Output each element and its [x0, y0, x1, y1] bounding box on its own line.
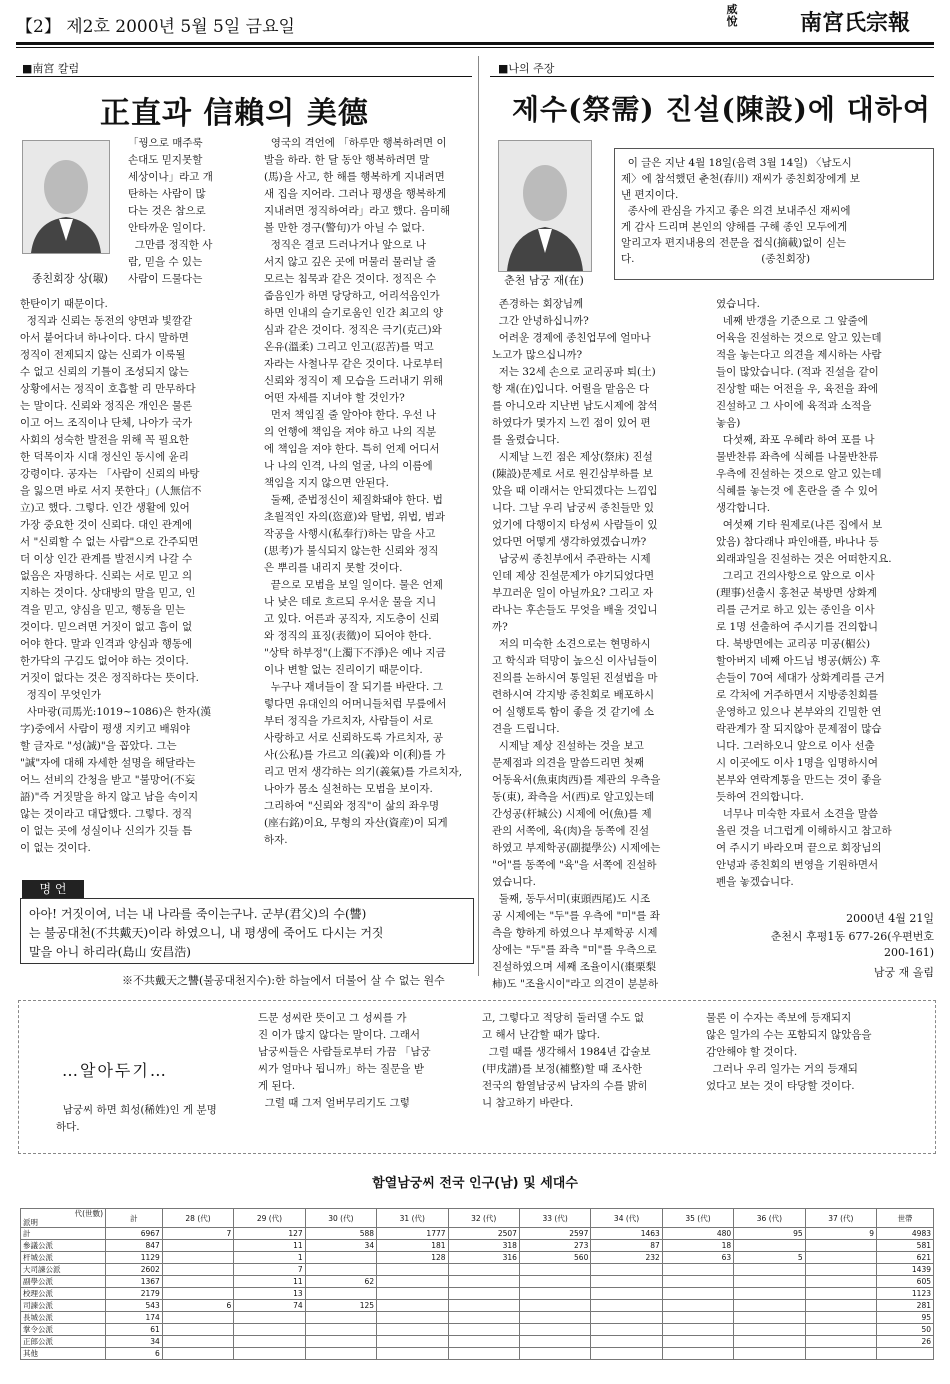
table-cell — [162, 1252, 233, 1264]
table-cell: 26 — [877, 1336, 934, 1348]
portrait-image — [23, 141, 109, 253]
table-cell — [805, 1300, 876, 1312]
right-col1: 존경하는 회장님께 그간 안녕하십니까? 어려운 경제에 종친업무에 얼마나 노고가 많으십니까? 저는 32세 손으로 교리공파 퇴(土) 항 재(在)입니다. 어릴을 맡음은 다 를 아니오라 지난번 남도시제에 참석 하였다가 몇가지 느낀 점이 있어 편 를 올렸습니다. 시제날 느낀 점은 제상(祭床) 진설 (陳設)문제로 서로 원긴삼부하를 보 았을 때 이래서는 안되겠다는 느낌입 니다. 그날 우리 남궁씨 종친들만 있 었기에 다행이지 타성씨 사람들이 있 었다면 어떻게 생각하였겠습니까? 남궁씨 종친부에서 주관하는 시제 인데 제상 진설문제가 야기되었다면 부끄러운 일이 아닐까요? 그리고 자 라나는 후손들도 무엇을 배울 것입니 까? 저의 미숙한 소견으로는 현명하시 고 학식과 덕망이 높으신 이사님들이 진의를 논하시여 통일된 진설법을 마 련하시여 각지방 종친회로 배포하시 어 실행토록 함이 좋을 것 같기에 소 견을 드립니다. 시제날 제상 진설하는 것을 보고 문제점과 의견을 말씀드리면 첫째 어동육서(魚東肉西)를 제관의 우측을 동(東), 좌측을 서(西)로 알고있는데 간성공(杆城公) 시제에 어(魚)를 제 관의 서쪽에, 육(肉)을 동쪽에 진설 하였고 부제학공(副提學公) 시제에는 "어"를 동쪽에 "육"을 서쪽에 진설하 였습니다. 둘째, 동두서미(東頭西尾)도 시조 공 시제에는 "두"를 우측에 "미"를 좌 측을 향하게 하였으나 부제학공 시제 상에는 "두"를 좌측 "미"를 우측으로 진설하였으며 세째 조율이시(棗栗梨 柿)도 "조율시이"라고 의견이 분분하 — [492, 298, 661, 990]
table-cell — [162, 1312, 233, 1324]
table-row — [21, 1288, 934, 1300]
column-header: 33 (代) — [519, 1209, 590, 1228]
footnote: ※不共戴天之讐(불공대천지수):한 하늘에서 더불어 살 수 없는 원수 — [122, 974, 445, 987]
table-cell — [805, 1324, 876, 1336]
table-cell — [591, 1276, 662, 1288]
table-cell — [734, 1348, 805, 1360]
page-header-issue: 【2】 제2호 2000년 5월 5일 금요일 — [16, 17, 295, 37]
table-row — [21, 1240, 934, 1252]
table-cell: 847 — [106, 1240, 163, 1252]
table-cell: 232 — [591, 1252, 662, 1264]
table-cell: 7 — [162, 1228, 233, 1240]
table-cell: 281 — [877, 1300, 934, 1312]
column-header: 30 (代) — [305, 1209, 376, 1228]
table-cell: 9 — [805, 1228, 876, 1240]
proverb-box — [20, 898, 474, 964]
section-rule-left — [16, 76, 472, 77]
table-cell — [377, 1276, 448, 1288]
table-cell — [662, 1312, 733, 1324]
table-cell: 125 — [305, 1300, 376, 1312]
table-cell — [519, 1312, 590, 1324]
table-cell: 560 — [519, 1252, 590, 1264]
table-cell: 87 — [591, 1240, 662, 1252]
table-row — [21, 1336, 934, 1348]
population-table — [20, 1208, 934, 1360]
right-col2: 였습니다. 네째 반갱을 기준으로 그 앞줄에 어육을 진설하는 것으로 알고 있는데 적을 놓는다고 의견을 제시하는 사람 들이 많았습니다. (적과 진설을 같이 진상할 때는 어전을 우, 육전을 좌에 진설하고 그 사이에 육적과 소적을 놓음) 다섯째, 좌포 우혜라 하여 포를 나 물반찬류 좌측에 식혜를 나물반찬류 우측에 진설하는 것으로 알고 있는데 식혜를 놓는것 에 혼란을 줄 수 있어 생각합니다. 여섯째 기타 원제로(나른 집에서 보 았음) 참다래나 파인애플, 바나나 등 외래과일을 진설하는 것은 어떠한지요. 그리고 건의사항으로 앞으로 이사 (理事)선출시 홍천군 북방면 상화계 리를 근거로 하고 있는 종인을 이사 로 1명 선출하여 주시기를 건의합니 다. 북방면에는 교리공 미공(楣公) 할아버지 네째 아드님 병공(炳公) 후 손들이 70여 세대가 상화계리를 근거 로 각처에 거주하면서 지방종친회를 운영하고 있으나 본부와의 긴밀한 연 락관계가 잘 되지않아 문제점이 많습 니다. 그러하오니 앞으로 이사 선출 시 이곳에도 이사 1명을 임명하시여 본부와 연락계통을 만드는 것이 좋을 듯하여 건의합니다. 너무나 미숙한 자료서 소견을 말씀 올린 것을 너그럽게 이해하시고 참고하 여 주시기 바라오며 끝으로 회장님의 안녕과 종친회의 번영을 기원하면서 펜을 놓겠습니다. — [716, 298, 892, 888]
table-cell — [734, 1288, 805, 1300]
table-cell: 1777 — [377, 1228, 448, 1240]
table-cell: 621 — [877, 1252, 934, 1264]
table-cell — [591, 1264, 662, 1276]
letter-address2: 200-161) — [884, 946, 934, 959]
table-cell — [448, 1276, 519, 1288]
columnist-caption: 종친회장 상(琡) — [31, 272, 109, 285]
population-table-wrap — [20, 1208, 934, 1360]
table-cell — [662, 1288, 733, 1300]
table-cell: 50 — [877, 1324, 934, 1336]
table-cell — [162, 1336, 233, 1348]
table-cell — [734, 1240, 805, 1252]
table-cell — [448, 1312, 519, 1324]
table-cell: 62 — [305, 1276, 376, 1288]
notice-title: …알아두기… — [62, 1061, 168, 1080]
table-cell — [234, 1336, 305, 1348]
table-cell — [162, 1288, 233, 1300]
table-cell: 1463 — [591, 1228, 662, 1240]
table-cell: 2597 — [519, 1228, 590, 1240]
proverb-text: 아아! 거짓이여, 너는 내 나라를 죽이는구나. 군부(君父)의 수(讐) 는 불공대천(不共戴天)이라 하였으니, 내 평생에 죽어도 다시는 거짓 말을 아니 하리라(島山 安昌浩) — [29, 907, 384, 959]
table-cell — [734, 1312, 805, 1324]
table-cell — [877, 1348, 934, 1360]
table-cell — [305, 1348, 376, 1360]
table-cell: 588 — [305, 1228, 376, 1240]
table-cell — [377, 1312, 448, 1324]
table-cell — [305, 1252, 376, 1264]
table-cell: 1129 — [106, 1252, 163, 1264]
table-cell — [448, 1264, 519, 1276]
table-cell: 63 — [662, 1252, 733, 1264]
table-cell — [734, 1324, 805, 1336]
table-cell: 74 — [234, 1300, 305, 1312]
table-cell: 318 — [448, 1240, 519, 1252]
table-cell: 6967 — [106, 1228, 163, 1240]
table-cell — [519, 1348, 590, 1360]
table-row — [21, 1348, 934, 1360]
table-cell — [662, 1348, 733, 1360]
table-cell: 1367 — [106, 1276, 163, 1288]
table-cell: 128 — [377, 1252, 448, 1264]
section-tag-left: ■南宮 칼럼 — [22, 62, 80, 75]
left-col2: 영국의 격언에 「하루만 행복하려면 이 발을 하라. 한 달 동안 행복하려면 말 (馬)을 사고, 한 해를 행복하게 지내려면 새 집을 지어라. 그러나 평생을 행복하게 지내려면 정직하여라」라고 했다. 음미해 볼 만한 경구(警句)가 아닐 수 없다. 정직은 결코 드러나거나 앞으로 나 서지 않고 깊은 곳에 머물러 물러날 줄 모르는 침묵과 같은 것이다. 정직은 수 줍음인가 하면 당당하고, 어리석음인가 하면 인내의 슬기로움인 인간 최고의 양 심과 같은 것이다. 정직은 극기(克己)와 온유(溫柔) 그리고 인고(忍苦)를 먹고 자라는 사철나무 같은 것이다. 나로부터 신뢰와 정직이 제 모습을 드러내기 위해 어떤 자세를 지녀야 할 것인가? 먼저 책임질 줄 알아야 한다. 우선 나 의 언행에 책임을 져야 하고 나의 직분 에 책임을 져야 한다. 특히 언제 어디서 나 나의 인격, 나의 얼굴, 나의 이름에 책임을 지지 않으면 안된다. 둘째, 준법정신이 체질화돼야 한다. 법 초월적인 자의(恣意)와 탈법, 위법, 범과 작공을 사행시(私奉行)하는 맘을 사고 (思考)가 불식되지 않는한 신뢰와 정직 은 뿌리를 내리지 못할 것이다. 끝으로 모범을 보일 일이다. 물은 언제 나 낮은 데로 흐르되 우서운 물을 지니 고 있다. 어른과 공직자, 지도층이 신뢰 와 정직의 표징(表徵)이 되어야 한다. "상탁 하부정"(上濁下不淨)은 예나 지금 이나 변할 없는 진리이기 때문이다. 누구나 재녀들이 잘 되기를 바란다. 그 렇다면 유대인의 어머니들처럼 무릎에서 부터 정직을 가르치자, 사람들이 서로 사랑하고 서로 신뢰하도록 가르치자, 공 사(公私)를 가르고 의(義)와 이(利)를 가 리고 먼저 생각하는 의기(義氣)를 가르치자, 나아가 몸소 실천하는 모범을 보이자. 그리하여 "신뢰와 정직"이 삶의 좌우명 (座右銘)이요, 무형의 자산(資産)이 되게 하자. — [264, 137, 463, 846]
notice-col3: 물론 이 수자는 족보에 등재되지 않은 일가의 수는 포함되지 않았음을 감안해야 할 것이다. 그러나 우리 일가는 거의 등재되 었다고 보는 것이 타당할 것이다. — [706, 1012, 872, 1092]
table-cell — [591, 1348, 662, 1360]
table-cell: 6 — [162, 1300, 233, 1312]
table-cell — [519, 1300, 590, 1312]
table-cell — [519, 1264, 590, 1276]
intro-text: 이 글은 지난 4월 18일(음력 3월 14일) 〈남도시 제〉에 참석했던 춘천(春川) 재씨가 종친회장에게 보 낸 편지이다. 종사에 관심을 가지고 좋은 의견 보내주신 재씨에 게 감사 드리며 본인의 양해를 구해 종인 모두에게 알리고자 편지내용의 전문을 접식(摘載)없이 싣는 다. (종친회장) — [621, 157, 860, 265]
header-rule-thin — [16, 47, 934, 48]
table-cell — [734, 1300, 805, 1312]
letter-address1: 춘천시 후평1동 677-26(우편번호 — [770, 930, 934, 943]
table-cell — [234, 1312, 305, 1324]
table-cell — [448, 1348, 519, 1360]
corner-top: 代(世數) — [74, 1209, 103, 1218]
column-header: 31 (代) — [377, 1209, 448, 1228]
table-cell: 95 — [877, 1312, 934, 1324]
table-row — [21, 1324, 934, 1336]
table-cell — [305, 1288, 376, 1300]
table-cell: 1 — [234, 1252, 305, 1264]
table-cell — [519, 1324, 590, 1336]
table-cell: 61 — [106, 1324, 163, 1336]
table-cell: 480 — [662, 1228, 733, 1240]
table-cell — [162, 1324, 233, 1336]
column-header: 29 (代) — [234, 1209, 305, 1228]
corner-bottom: 派明 — [23, 1218, 38, 1227]
table-cell: 316 — [448, 1252, 519, 1264]
table-cell — [305, 1264, 376, 1276]
table-cell — [805, 1348, 876, 1360]
column-header: 計 — [106, 1209, 163, 1228]
table-cell — [591, 1324, 662, 1336]
table-cell — [377, 1348, 448, 1360]
table-cell: 大司諫公派 — [21, 1264, 106, 1276]
table-cell — [377, 1336, 448, 1348]
table-cell: 34 — [305, 1240, 376, 1252]
letter-signature: 남궁 재 올림 — [873, 966, 934, 979]
table-cell — [448, 1300, 519, 1312]
table-cell — [519, 1288, 590, 1300]
table-cell: 計 — [21, 1228, 106, 1240]
table-cell: 543 — [106, 1300, 163, 1312]
table-cell — [591, 1336, 662, 1348]
table-cell — [162, 1240, 233, 1252]
table-cell: 1439 — [877, 1264, 934, 1276]
table-cell — [734, 1276, 805, 1288]
table-cell: 杆城公派 — [21, 1252, 106, 1264]
table-cell — [662, 1336, 733, 1348]
headline-right: 제수(祭需) 진설(陳設)에 대하여 — [512, 93, 931, 126]
left-col1-top: 「꿩으로 매주룩 손대도 믿지못할 세상이나」라고 개 탄하는 사람이 많 다는 것은 참으로 안타까운 일이다. 그만큼 정직한 사 람, 믿을 수 있는 사람이 드물다는 — [128, 137, 213, 285]
table-cell — [305, 1312, 376, 1324]
table-cell — [305, 1324, 376, 1336]
table-cell — [305, 1336, 376, 1348]
column-header: 36 (代) — [734, 1209, 805, 1228]
table-row — [21, 1312, 934, 1324]
table-cell: 2602 — [106, 1264, 163, 1276]
table-row — [21, 1228, 934, 1240]
table-cell — [162, 1348, 233, 1360]
table-cell: 長城公派 — [21, 1312, 106, 1324]
table-cell — [377, 1264, 448, 1276]
table-cell — [805, 1264, 876, 1276]
table-cell — [805, 1288, 876, 1300]
author-caption: 춘천 남궁 재(在) — [504, 274, 584, 287]
header-seal: 威悅 — [726, 3, 738, 28]
table-cell: 581 — [877, 1240, 934, 1252]
table-cell — [448, 1324, 519, 1336]
notice-col1: 드문 성씨란 뜻이고 그 성씨를 가 진 이가 많지 않다는 말이다. 그래서 남궁씨들은 사람들로부터 가끔 「남궁 씨가 얼마나 됩니까」하는 질문을 받 게 된다. 그럴 때 그저 얼버무리기도 그렇 — [258, 1012, 431, 1109]
table-cell — [234, 1324, 305, 1336]
table-cell: 掌令公派 — [21, 1324, 106, 1336]
table-cell — [591, 1300, 662, 1312]
table-cell — [162, 1264, 233, 1276]
table-cell: 7 — [234, 1264, 305, 1276]
notice-lead: 남궁씨 하면 희성(稀姓)인 게 분명 하다. — [56, 1104, 217, 1133]
table-cell — [662, 1264, 733, 1276]
table-cell: 1123 — [877, 1288, 934, 1300]
table-cell: 273 — [519, 1240, 590, 1252]
header-rule — [16, 42, 934, 45]
section-tag-right: ■나의 주장 — [498, 62, 555, 75]
table-cell — [805, 1276, 876, 1288]
table-cell: 2507 — [448, 1228, 519, 1240]
table-cell: 正郎公派 — [21, 1336, 106, 1348]
table-cell: 6 — [106, 1348, 163, 1360]
headline-left: 正直과 信賴의 美德 — [100, 96, 369, 131]
table-cell: 其他 — [21, 1348, 106, 1360]
table-cell: 副學公派 — [21, 1276, 106, 1288]
table-row — [21, 1276, 934, 1288]
table-cell: 11 — [234, 1240, 305, 1252]
column-header: 34 (代) — [591, 1209, 662, 1228]
table-cell — [591, 1312, 662, 1324]
table-cell: 司諫公派 — [21, 1300, 106, 1312]
table-row — [21, 1252, 934, 1264]
table-cell — [805, 1252, 876, 1264]
portrait-image — [499, 141, 591, 271]
table-row — [21, 1264, 934, 1276]
table-cell — [662, 1324, 733, 1336]
table-cell: 2179 — [106, 1288, 163, 1300]
table-cell — [162, 1276, 233, 1288]
column-header: 35 (代) — [662, 1209, 733, 1228]
table-title: 함열남궁씨 전국 인구(남) 및 세대수 — [372, 1176, 578, 1191]
table-cell — [591, 1288, 662, 1300]
table-cell — [734, 1336, 805, 1348]
table-row — [21, 1300, 934, 1312]
table-cell: 605 — [877, 1276, 934, 1288]
intro-box — [614, 148, 934, 280]
table-cell: 18 — [662, 1240, 733, 1252]
table-cell: 127 — [234, 1228, 305, 1240]
table-cell: 13 — [234, 1288, 305, 1300]
table-cell — [234, 1348, 305, 1360]
letter-date: 2000년 4월 21일 — [846, 912, 934, 925]
table-cell — [448, 1336, 519, 1348]
table-cell — [519, 1276, 590, 1288]
table-cell — [448, 1288, 519, 1300]
table-cell — [805, 1336, 876, 1348]
table-cell — [662, 1300, 733, 1312]
column-header: 28 (代) — [162, 1209, 233, 1228]
section-rule-right — [490, 76, 934, 77]
table-cell — [377, 1324, 448, 1336]
table-cell: 4983 — [877, 1228, 934, 1240]
notice-col2: 고, 그렇다고 적당히 둘러댈 수도 없 고 해서 난감할 때가 많다. 그럴 때를 생각해서 1984년 갑술보 (甲戌譜)를 보정(補整)할 때 조사한 전국의 함열남궁씨 남자의 수를 밝히 니 참고하기 바란다. — [482, 1012, 651, 1109]
table-cell — [377, 1300, 448, 1312]
table-cell: 181 — [377, 1240, 448, 1252]
table-cell: 校理公派 — [21, 1288, 106, 1300]
column-header: 世帶 — [877, 1209, 934, 1228]
table-header-row — [21, 1209, 934, 1228]
table-cell — [805, 1312, 876, 1324]
table-cell — [519, 1336, 590, 1348]
table-cell: 174 — [106, 1312, 163, 1324]
table-cell — [805, 1240, 876, 1252]
table-cell: 參議公派 — [21, 1240, 106, 1252]
column-divider — [478, 56, 479, 976]
table-cell: 95 — [734, 1228, 805, 1240]
table-cell: 5 — [734, 1252, 805, 1264]
table-cell: 34 — [106, 1336, 163, 1348]
author-photo — [498, 140, 592, 272]
proverb-label: 명 언 — [22, 880, 84, 898]
table-corner — [21, 1209, 106, 1228]
columnist-photo — [22, 140, 110, 254]
column-header: 37 (代) — [805, 1209, 876, 1228]
table-cell — [662, 1276, 733, 1288]
column-header: 32 (代) — [448, 1209, 519, 1228]
newspaper-title: 南宮氏宗報 — [799, 10, 910, 36]
table-cell — [734, 1264, 805, 1276]
table-cell: 11 — [234, 1276, 305, 1288]
table-cell — [377, 1288, 448, 1300]
left-col1-body: 한탄이기 때문이다. 정직과 신뢰는 동전의 양면과 빛깔같 아서 붙어다녀 하나이다. 다시 말하면 정직이 전제되지 않는 신뢰가 이룩될 수 없고 신뢰의 기틀이 조성되지 않는 상황에서는 정직이 호흡할 리 만무하다 는 말이다. 신뢰와 정직은 개인은 물론 이고 어느 조직이나 단체, 나아가 국가 사회의 성숙한 발전을 위해 꼭 필요한 한 덕목이자 시대 정신인 동시에 윤리 강령이다. 공자는 「사람이 신뢰의 바탕 을 잃으면 바로 서지 못한다」(人無信不 立)고 했다. 그렇다. 인간 생활에 있어 가장 중요한 것이 신뢰다. 대인 관계에 서 "신뢰할 수 없는 사람"으로 간주되면 더 이상 인간 관계를 발전시켜 나갈 수 없음은 자명하다. 신뢰는 서로 믿고 의 지하는 것이다. 상대방의 말을 믿고, 인 격을 믿고, 양심을 믿고, 행동을 믿는 것이다. 믿으려면 거짓이 없고 흠이 없 어야 한다. 말과 인격과 양심과 행동에 한가닥의 구김도 없어야 하는 것이다. 거짓이 없다는 것은 정직하다는 뜻이다. 정직이 무엇인가 사마광(司馬光:1019~1086)은 한자(漢 字)중에서 사람이 평생 지키고 배워야 할 글자로 "성(誠)"을 꼽았다. 그는 "誠"자에 대해 자세한 설명을 해달라는 어느 선비의 간청을 받고 "불망어(不妄 語)"즉 거짓말을 하지 않고 남을 속이지 않는 것이라고 대답했다. 그렇다. 정직 이 없는 곳에 성실이나 신의가 깃들 틈 이 없는 것이다. — [20, 298, 211, 854]
